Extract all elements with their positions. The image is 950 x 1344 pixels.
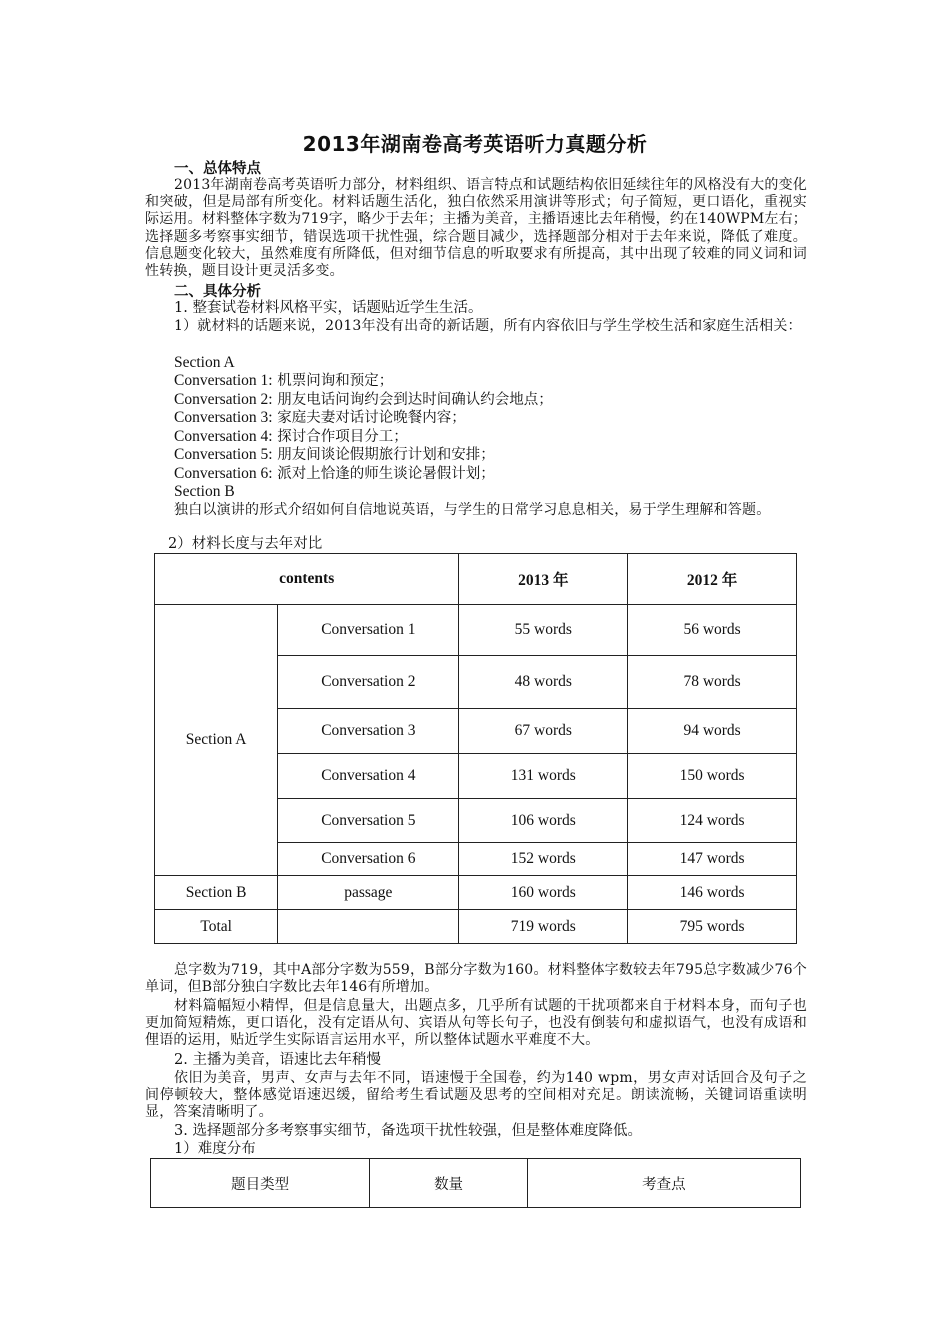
conversation-name: Conversation 5: [174, 446, 273, 463]
section-heading-analysis: 二、具体分析 [174, 284, 261, 300]
value-2012-cell: 94 words [628, 709, 797, 754]
total-label-cell: Total [155, 910, 278, 944]
value-2012-cell: 795 words [628, 910, 797, 944]
conversation-desc: 派对上恰逢的师生谈论暑假计划； [272, 466, 495, 482]
conversation-desc: 朋友电话问询约会到达时间确认约会地点； [272, 392, 553, 408]
conversation-name: Conversation 3: [174, 409, 273, 426]
item-cell: passage [278, 876, 459, 910]
section-a-cell: Section A [155, 605, 278, 876]
point-2: 2. 主播为美音，语速比去年稍慢 [174, 1052, 381, 1068]
item-cell: Conversation 2 [278, 656, 459, 709]
item-cell: Conversation 3 [278, 709, 459, 754]
table-row [155, 876, 797, 910]
item-cell: Conversation 6 [278, 843, 459, 876]
item-cell: Conversation 5 [278, 799, 459, 843]
item-cell [278, 910, 459, 944]
section-b-text: Section B [174, 483, 235, 500]
conversation-line [174, 465, 495, 483]
point-3-sub: 1）难度分布 [174, 1141, 256, 1157]
word-count-paragraph: 总字数为719，其中A部分字数为559，B部分字数为160。材料整体字数较去年795总字数减少76个单词，但B部分独白字数比去年146有所增加。 [145, 962, 807, 996]
length-comparison-table [154, 553, 797, 944]
point-1-sub2: 2）材料长度与去年对比 [168, 536, 323, 552]
conversation-name: Conversation 4: [174, 428, 273, 445]
table-row-total [155, 910, 797, 944]
header-test-point: 考查点 [527, 1159, 800, 1208]
section-b-label [174, 483, 235, 501]
header-2012: 2012 年 [628, 554, 797, 605]
table-row [155, 605, 797, 656]
point-3: 3. 选择题部分多考察事实细节，备选项干扰性较强，但是整体难度降低。 [174, 1123, 642, 1139]
point-1-sub: 1）就材料的话题来说，2013年没有出奇的新话题，所有内容依旧与学生学校生活和家庭生活相关： [174, 318, 802, 334]
header-contents: contents [155, 554, 459, 605]
speed-paragraph: 依旧为美音，男声、女声与去年不同，语速慢于全国卷，约为140 wpm，男女声对话回合及句子之间停顿较大，整体感觉语速迟缓，留给考生看试题及思考的空间相对充足。朗读流畅，关键词语重读明显，答案清晰明了。 [145, 1070, 807, 1121]
conversation-desc: 探讨合作项目分工； [272, 429, 408, 445]
item-cell: Conversation 4 [278, 754, 459, 799]
section-b-description: 独白以演讲的形式介绍如何自信地说英语，与学生的日常学习息息相关，易于学生理解和答题。 [174, 502, 771, 518]
value-2013-cell: 719 words [459, 910, 628, 944]
section-a-text: Section A [174, 354, 235, 371]
point-1: 1. 整套试卷材料风格平实，话题贴近学生生活。 [174, 300, 483, 316]
table-header-row [151, 1159, 801, 1208]
conversation-name: Conversation 1: [174, 372, 273, 389]
value-2013-cell: 55 words [459, 605, 628, 656]
header-quantity: 数量 [370, 1159, 528, 1208]
header-question-type: 题目类型 [151, 1159, 370, 1208]
header-2013: 2013 年 [459, 554, 628, 605]
conversation-line [174, 446, 495, 464]
conversation-desc: 家庭夫妻对话讨论晚餐内容； [272, 410, 466, 426]
section-a-label [174, 354, 235, 372]
section-heading-overview: 一、总体特点 [174, 161, 261, 177]
table-header-row [155, 554, 797, 605]
conversation-name: Conversation 6: [174, 465, 273, 482]
conversation-line [174, 391, 553, 409]
value-2013-cell: 48 words [459, 656, 628, 709]
value-2012-cell: 78 words [628, 656, 797, 709]
value-2012-cell: 56 words [628, 605, 797, 656]
item-cell: Conversation 1 [278, 605, 459, 656]
value-2013-cell: 160 words [459, 876, 628, 910]
value-2013-cell: 152 words [459, 843, 628, 876]
page-title: 2013年湖南卷高考英语听力真题分析 [302, 132, 648, 156]
conversation-line [174, 428, 408, 446]
difficulty-table [150, 1158, 801, 1208]
conversation-line [174, 409, 466, 427]
value-2012-cell: 124 words [628, 799, 797, 843]
value-2013-cell: 106 words [459, 799, 628, 843]
material-style-paragraph: 材料篇幅短小精悍，但是信息量大，出题点多，几乎所有试题的干扰项都来自于材料本身，而句子也更加简短精炼，更口语化，没有定语从句、宾语从句等长句子，也没有倒装句和虚拟语气，也没有成语和俚语的运用，贴近学生实际语言运用水平，所以整体试题水平难度不大。 [145, 998, 807, 1049]
value-2013-cell: 67 words [459, 709, 628, 754]
conversation-desc: 机票问询和预定； [272, 373, 394, 389]
value-2012-cell: 146 words [628, 876, 797, 910]
value-2012-cell: 147 words [628, 843, 797, 876]
value-2012-cell: 150 words [628, 754, 797, 799]
conversation-name: Conversation 2: [174, 391, 273, 408]
value-2013-cell: 131 words [459, 754, 628, 799]
conversation-line [174, 372, 393, 390]
section-b-cell: Section B [155, 876, 278, 910]
overview-paragraph: 2013年湖南卷高考英语听力部分，材料组织、语言特点和试题结构依旧延续往年的风格没有大的变化和突破，但是局部有所变化。材料话题生活化，独白依然采用演讲等形式；句子简短，更口语化，重视实际运用。材料整体字数为719字，略少于去年；主播为美音，主播语速比去年稍慢，约在140WPM左右；选择题多考察事实细节，错误选项干扰性强，综合题目减少，选择题部分相对于去年来说，降低了难度。信息题变化较大，虽然难度有所降低，但对细节信息的听取要求有所提高，其中出现了较难的同义词和词性转换，题目设计更灵活多变。 [145, 177, 807, 280]
conversation-desc: 朋友间谈论假期旅行计划和安排； [272, 447, 495, 463]
